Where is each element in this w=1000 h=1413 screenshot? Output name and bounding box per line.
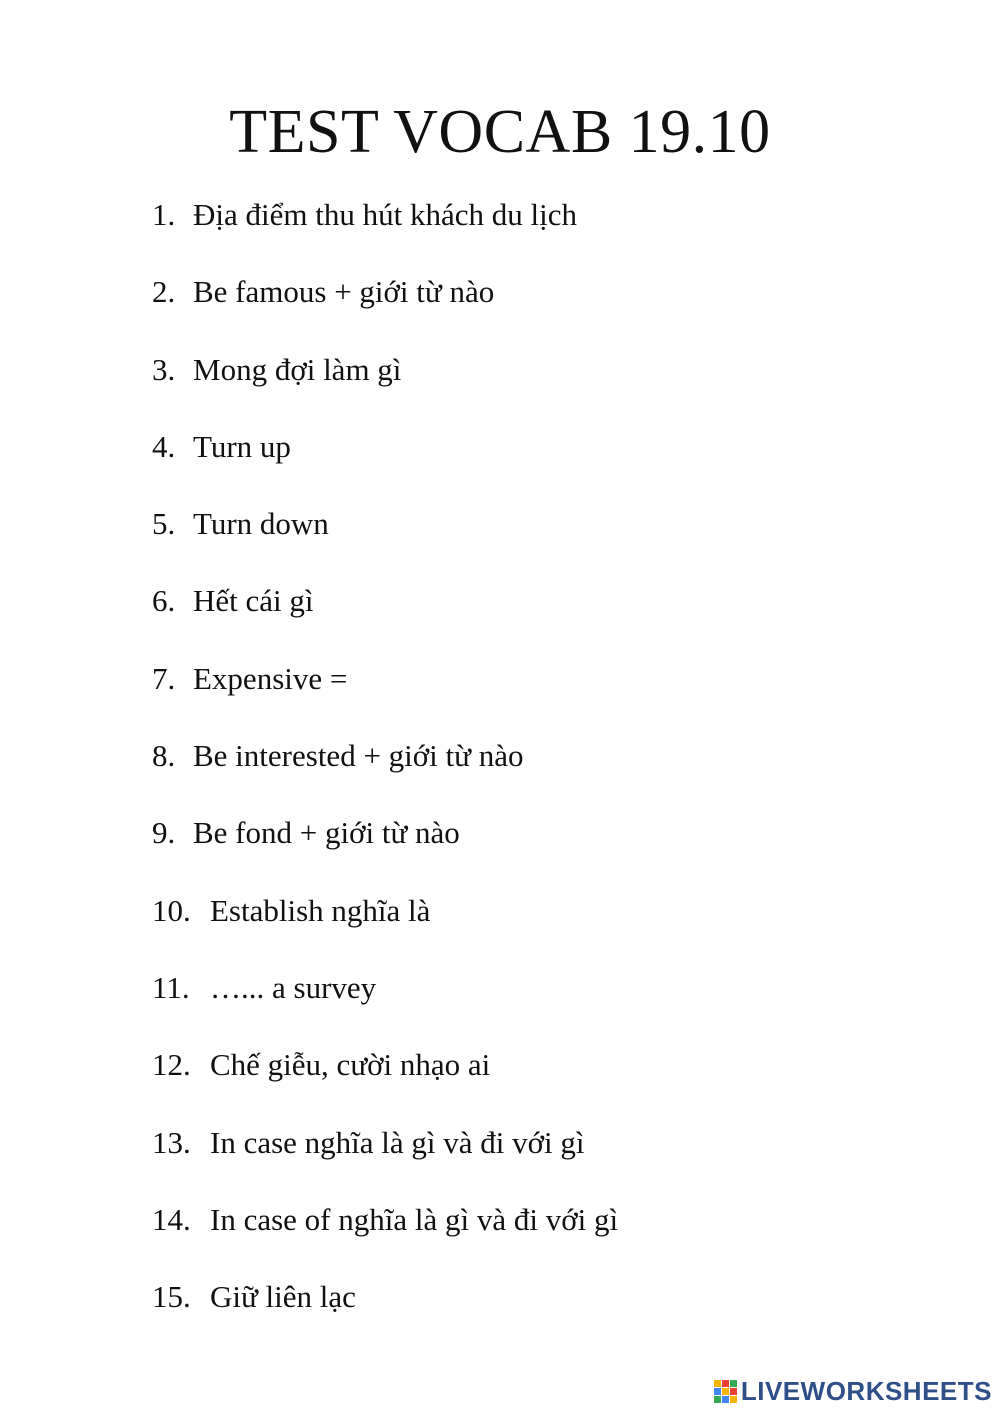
item-text: Giữ liên lạc — [210, 1279, 356, 1315]
item-text: Mong đợi làm gì — [193, 351, 402, 387]
item-number: 4. — [152, 428, 176, 464]
list-item — [152, 1042, 618, 1119]
item-number: 5. — [152, 506, 176, 542]
item-number: 2. — [152, 274, 176, 310]
item-text: Turn up — [193, 428, 291, 464]
list-item — [152, 1274, 618, 1351]
item-number: 8. — [152, 738, 176, 774]
liveworksheets-logo[interactable] — [714, 1377, 992, 1405]
item-text: …... a survey — [210, 969, 377, 1005]
item-number: 11. — [152, 969, 190, 1005]
list-item — [152, 424, 618, 501]
item-number: 9. — [152, 815, 176, 851]
item-number: 1. — [152, 197, 176, 232]
list-item — [152, 733, 618, 810]
item-number: 6. — [152, 583, 176, 619]
item-number: 3. — [152, 351, 176, 387]
list-item — [152, 578, 618, 655]
item-text: Be famous + giới từ nào — [193, 274, 495, 310]
item-number: 14. — [152, 1201, 191, 1237]
item-text: Be interested + giới từ nào — [193, 738, 524, 774]
item-text: Expensive = — [193, 660, 348, 696]
list-item — [152, 269, 618, 346]
list-item — [152, 347, 618, 424]
item-number: 13. — [152, 1124, 191, 1160]
list-item — [152, 1197, 618, 1274]
vocab-list — [152, 192, 618, 1351]
list-item — [152, 501, 618, 578]
list-item — [152, 1120, 618, 1197]
list-item — [152, 810, 618, 887]
list-item — [152, 192, 618, 269]
item-text: In case of nghĩa là gì và đi với gì — [210, 1201, 619, 1237]
liveworksheets-logo-icon — [714, 1380, 737, 1403]
item-number: 15. — [152, 1279, 191, 1315]
item-text: Hết cái gì — [193, 583, 314, 619]
item-number: 10. — [152, 892, 191, 928]
item-text: Địa điểm thu hút khách du lịch — [193, 197, 577, 232]
item-text: Establish nghĩa là — [210, 892, 431, 928]
item-text: Chế giễu, cười nhạo ai — [210, 1047, 491, 1083]
page-title: TEST VOCAB 19.10 — [229, 98, 771, 166]
list-item — [152, 888, 618, 965]
item-text: In case nghĩa là gì và đi với gì — [210, 1124, 585, 1160]
list-item — [152, 965, 618, 1042]
item-number: 7. — [152, 660, 176, 696]
logo-text: LIVEWORKSHEETS — [740, 1375, 992, 1406]
list-item — [152, 656, 618, 733]
item-text: Be fond + giới từ nào — [193, 815, 460, 851]
item-text: Turn down — [193, 506, 329, 542]
item-number: 12. — [152, 1047, 191, 1083]
